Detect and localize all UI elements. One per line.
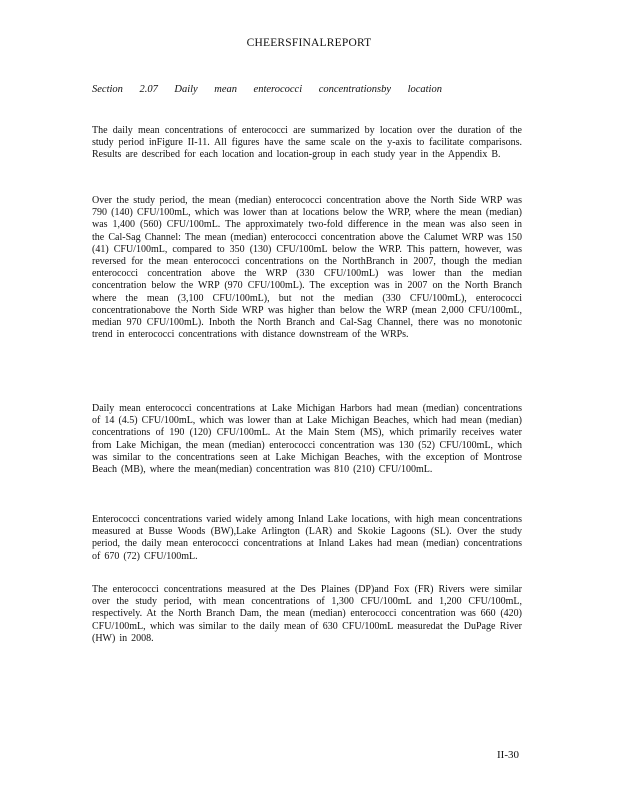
report-header: CHEERSFINALREPORT [246,37,372,49]
section-title-word: concentrationsby [318,84,392,95]
section-number: 2.07 [139,84,158,95]
paragraph-inland-lakes: Enterococci concentrations varied widely among Inland Lake locations, with high mean concentrations measured at Busse Woods (BW),Lake Arlington (LAR) and Skokie Lagoons (SL). Over the study period, the daily mean enterococci concentrations at Inland Lakes had mean (median) concentrations of 670 (72) CFU/100mL. [92,514,522,562]
paragraph-wrp-comparison: Over the study period, the mean (median) enterococci concentration above the North Side WRP was 790 (140) CFU/100mL, which was lower than at locations below the WRP, where the mean (median) was 1,400 (560) CFU/100mL. The approximately two-fold difference in the mean was also seen in the Cal-Sag Channel: The mean (median) enterococci concentration above the Calumet WRP was 150 (41) CFU/100mL, compared to 350 (130) CFU/100mL below the WRP. This pattern, however, was reversed for the mean enterococci concentrations on the NorthBranch in 2007, though the median enterococci concentration above the WRP (330 CFU/100mL) was lower than the median concentration below the WRP (970 CFU/100mL). The exception was in 2007 on the North Branch where the mean (3,100 CFU/100mL), but not the median (330 CFU/100mL), enterococci concentrationabove the North Side WRP was higher than below the WRP (mean 2,000 CFU/100mL, median 970 CFU/100mL). Inboth the North Branch and Cal-Sag Channel, there was no monotonic trend in enterococci concentrations with distance downstream of the WRPs. [92,195,522,341]
section-label: Section [92,84,123,95]
paragraph-intro: The daily mean concentrations of enterococci are summarized by location over the duration of the study period inFigure II-11. All figures have the same scale on the y-axis to facilitate comparisons. Results are described for each location and location-group in each study year in the Appendix B. [92,125,522,161]
page-number: II-30 [497,749,519,761]
section-title-word: enterococci [253,84,303,95]
section-title-word: mean [214,84,237,95]
section-heading [92,84,442,95]
paragraph-rivers: The enterococci concentrations measured at the Des Plaines (DP)and Fox (FR) Rivers were similar over the study period, with mean concentrations of 1,300 CFU/100mL and 1,200 CFU/100mL, respectively. At the North Branch Dam, the mean (median) enterococci concentration was 660 (420) CFU/100mL, which was similar to the daily mean of 630 CFU/100mL measuredat the DuPage River (HW) in 2008. [92,584,522,644]
section-title-word: location [407,84,442,95]
section-title-word: Daily [174,84,198,95]
paragraph-lake-michigan: Daily mean enterococci concentrations at Lake Michigan Harbors had mean (median) concentrations of 14 (4.5) CFU/100mL, which was lower than at Lake Michigan Beaches, which had mean (median) concentrations of 190 (120) CFU/100mL. At the Main Stem (MS), which primarily receives water from Lake Michigan, the mean (median) enterococci concentration was 130 (52) CFU/100mL, which was similar to the concentrations seen at Lake Michigan Beaches, with the exception of Montrose Beach (MB), where the mean(median) concentration was 810 (210) CFU/100mL. [92,403,522,476]
